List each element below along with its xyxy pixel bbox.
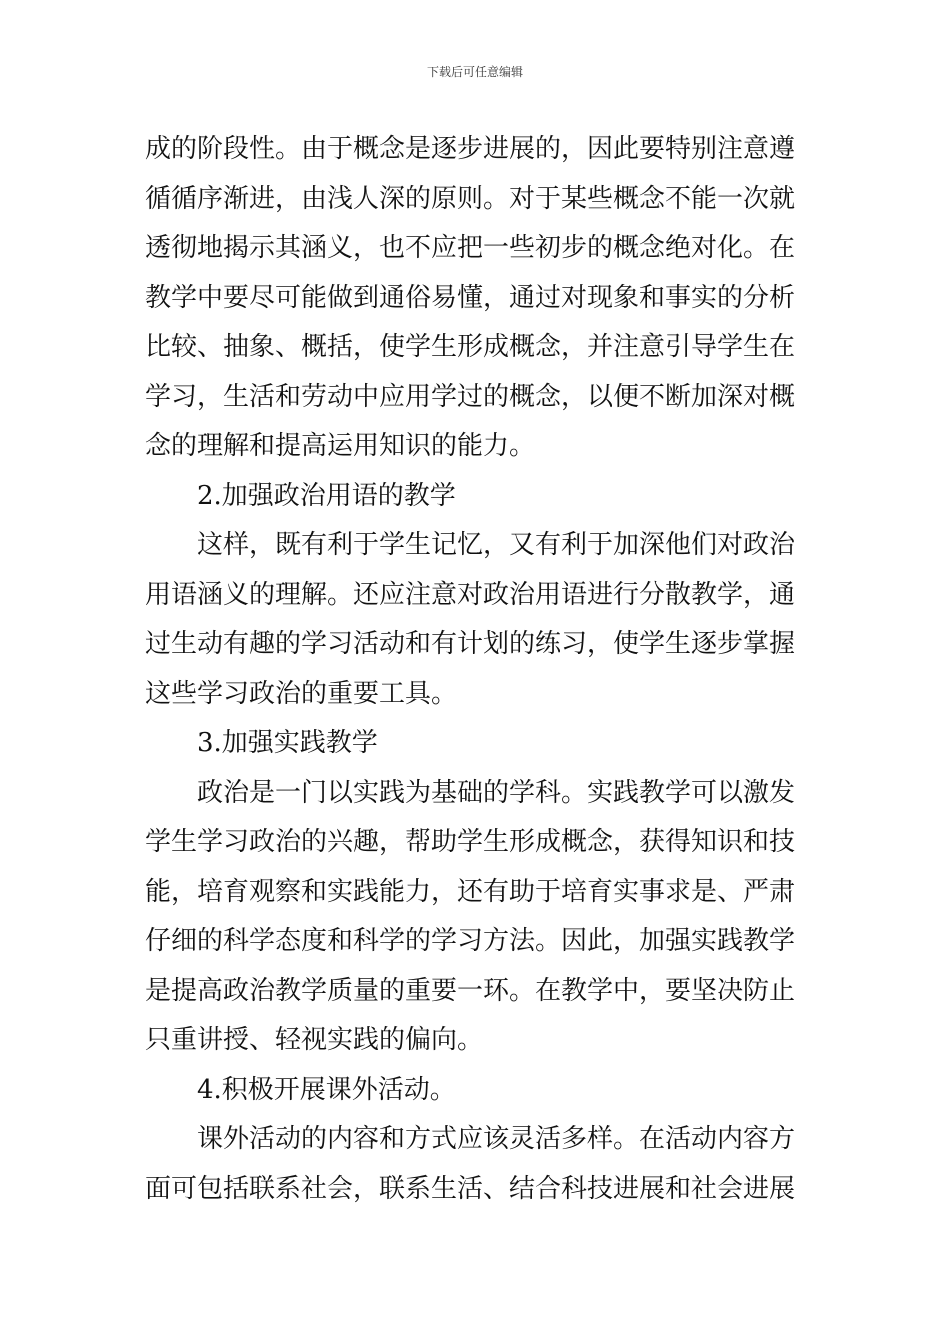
text-line: 只重讲授、轻视实践的偏向。 <box>145 1025 484 1055</box>
text-line: 成的阶段性。由于概念是逐步进展的，因此要特别注意遵 <box>145 134 796 164</box>
page-header: 下载后可任意编辑 <box>426 65 523 79</box>
document-body <box>145 125 809 1214</box>
paragraph-first-line: 这样，既有利于学生记忆，又有利于加深他们对政治 <box>197 530 796 560</box>
text-line: 学生学习政治的兴趣，帮助学生形成概念，获得知识和技 <box>145 827 796 857</box>
text-line: 仔细的科学态度和科学的学习方法。因此，加强实践教学 <box>145 926 796 956</box>
text-line: 学习，生活和劳动中应用学过的概念，以便不断加深对概 <box>145 381 796 412</box>
section-heading: 2.加强政治用语的教学 <box>197 480 456 511</box>
text-line: 透彻地揭示其涵义，也不应把一些初步的概念绝对化。在 <box>145 233 796 263</box>
text-line: 面可包括联系社会，联系生活、结合科技进展和社会进展 <box>145 1173 796 1204</box>
paragraph-first-line: 课外活动的内容和方式应该灵活多样。在活动内容方 <box>197 1124 796 1154</box>
text-line: 这些学习政治的重要工具。 <box>145 678 458 709</box>
section-heading: 4.积极开展课外活动。 <box>197 1074 456 1105</box>
text-line: 教学中要尽可能做到通俗易懂，通过对现象和事实的分析 <box>145 282 796 313</box>
text-line: 比较、抽象、概括，使学生形成概念，并注意引导学生在 <box>145 332 796 362</box>
text-line: 念的理解和提高运用知识的能力。 <box>145 431 536 461</box>
section-heading: 3.加强实践教学 <box>197 728 378 758</box>
text-line: 循循序渐进，由浅人深的原则。对于某些概念不能一次就 <box>145 183 796 214</box>
text-line: 能，培育观察和实践能力，还有助于培育实事求是、严肃 <box>145 876 796 907</box>
paragraph-first-line: 政治是一门以实践为基础的学科。实践教学可以激发 <box>197 777 796 808</box>
text-line: 是提高政治教学质量的重要一环。在教学中，要坚决防止 <box>145 975 796 1006</box>
text-line: 过生动有趣的学习活动和有计划的练习，使学生逐步掌握 <box>145 629 796 659</box>
text-line: 用语涵义的理解。还应注意对政治用语进行分散教学，通 <box>145 579 796 610</box>
